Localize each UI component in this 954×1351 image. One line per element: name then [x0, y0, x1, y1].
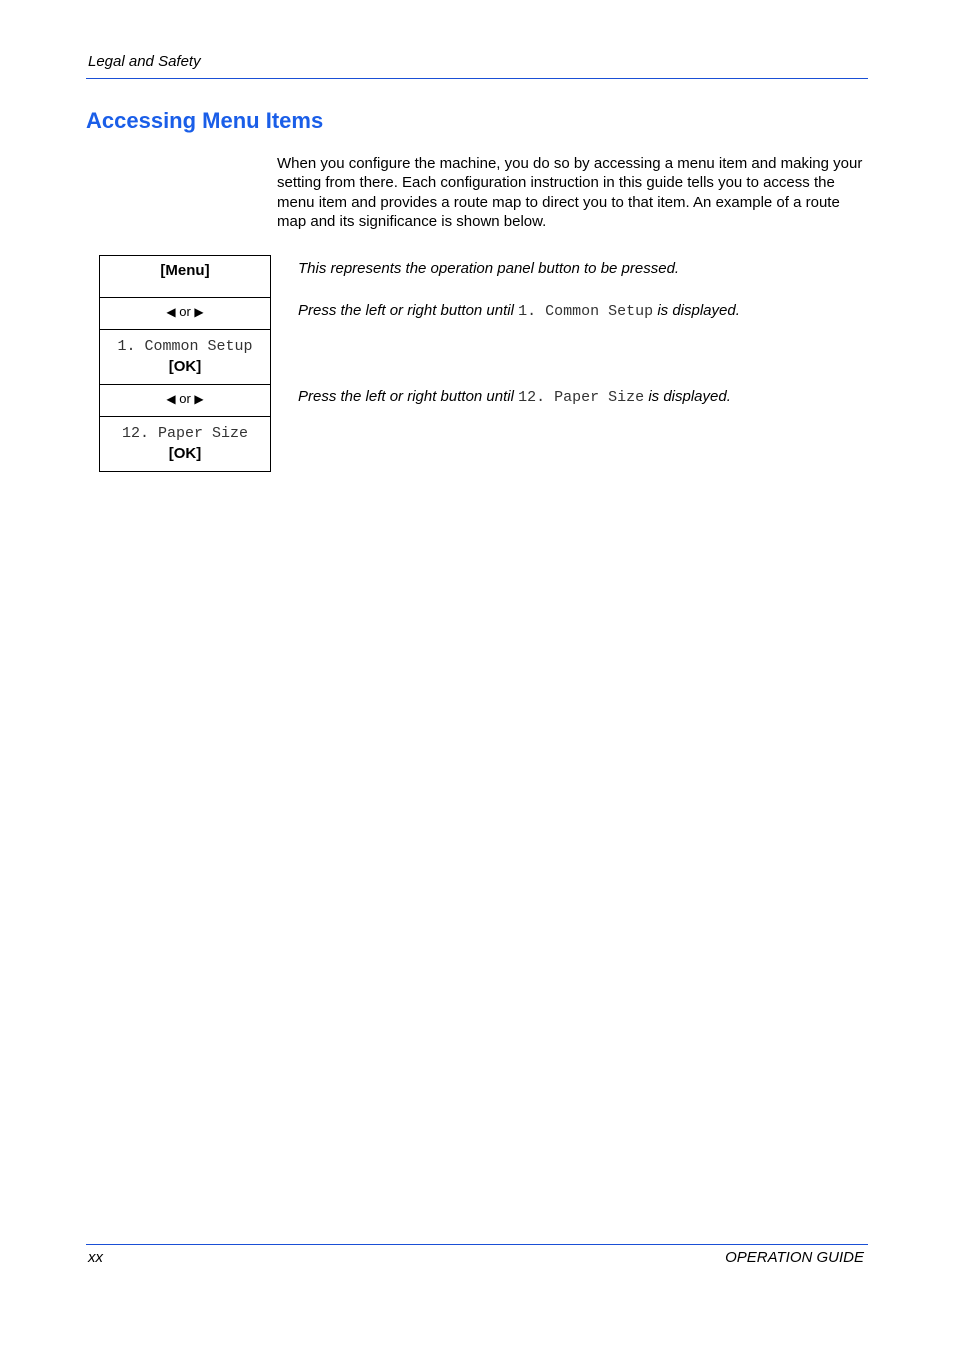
description-menu: This represents the operation panel button to be pressed. — [298, 260, 680, 277]
right-arrow-icon: ▶ — [194, 392, 204, 406]
menu-button-label: [Menu] — [160, 262, 210, 279]
description-step-2 — [298, 388, 731, 406]
menu-item-common-setup: 1. Common Setup — [117, 338, 253, 355]
ok-button-label: [OK] — [168, 445, 202, 462]
route-step-arrows-1 — [100, 297, 270, 329]
description-text: Press the left or right button until — [298, 388, 519, 405]
description-code: 1. Common Setup — [518, 303, 654, 320]
intro-paragraph: When you configure the machine, you do so by accessing a menu item and making your setting from there. Each configuration instruction in this guide tells you to access the menu item and provides a route map to direct you to that item. An example of a route map and its significance is shown below. — [277, 155, 863, 231]
route-step-item-2 — [100, 416, 270, 471]
description-text: Press the left or right button until — [298, 302, 519, 319]
route-map — [99, 255, 271, 472]
guide-name: OPERATION GUIDE — [725, 1249, 864, 1266]
description-code: 12. Paper Size — [518, 389, 645, 406]
route-step-item-1 — [100, 329, 270, 384]
running-header: Legal and Safety — [88, 53, 201, 70]
or-label: or — [179, 304, 191, 319]
description-text: is displayed. — [644, 388, 731, 405]
route-step-arrows-2 — [100, 384, 270, 416]
page-number: xx — [88, 1249, 103, 1266]
left-arrow-icon: ◀ — [166, 392, 176, 406]
footer-rule — [86, 1244, 868, 1245]
description-step-1 — [298, 302, 740, 320]
ok-button-label: [OK] — [168, 358, 202, 375]
description-text: is displayed. — [653, 302, 740, 319]
left-arrow-icon: ◀ — [166, 305, 176, 319]
route-step-menu — [100, 256, 270, 297]
menu-item-paper-size: 12. Paper Size — [121, 425, 249, 442]
page-title: Accessing Menu Items — [86, 108, 324, 133]
right-arrow-icon: ▶ — [194, 305, 204, 319]
or-label: or — [179, 391, 191, 406]
header-rule — [86, 78, 868, 79]
